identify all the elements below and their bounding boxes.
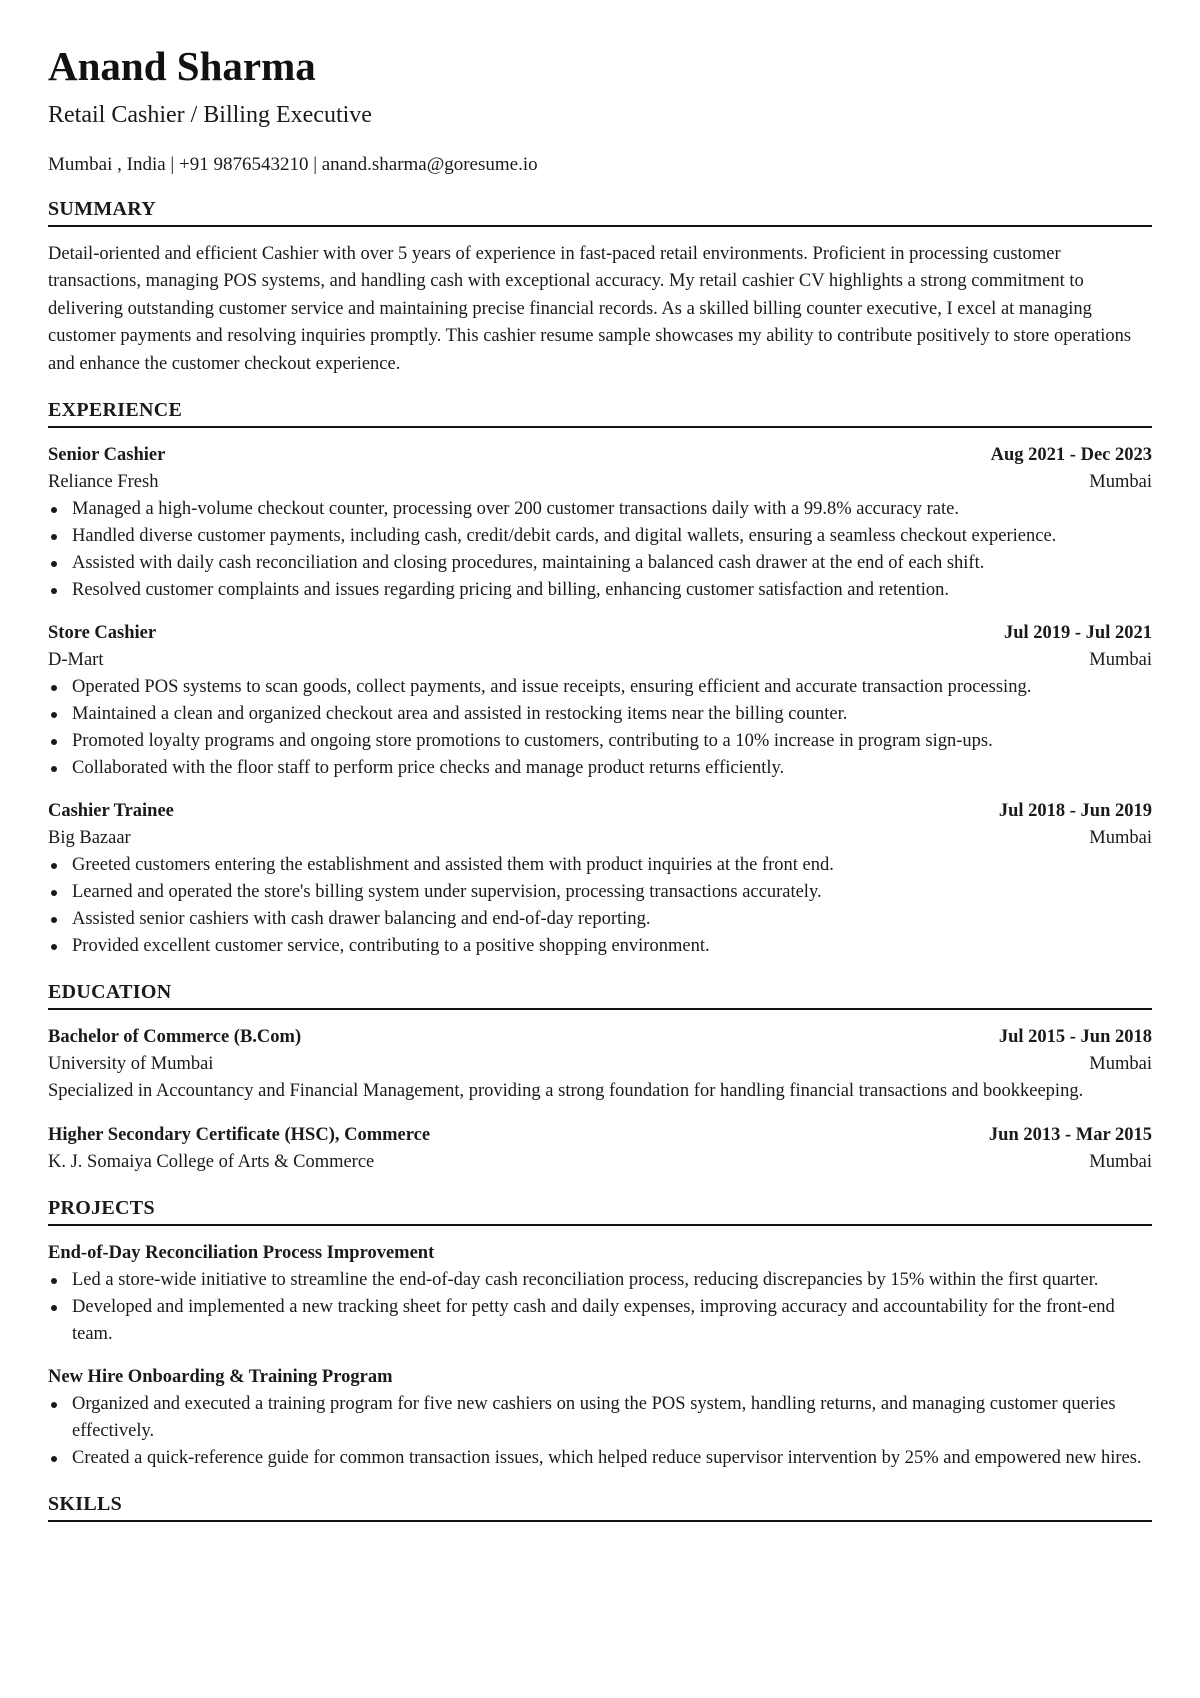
job-bullet: Collaborated with the floor staff to perform price checks and manage product returns efficiently. <box>48 755 1152 782</box>
education-degree: Higher Secondary Certificate (HSC), Commerce <box>48 1124 431 1145</box>
experience-heading: EXPERIENCE <box>48 399 1152 428</box>
contact-line: Mumbai , India | +91 9876543210 | anand.sharma@goresume.io <box>48 153 538 175</box>
job-bullets <box>48 496 1152 604</box>
education-description: Specialized in Accountancy and Financial Management, providing a strong foundation for handling financial transactions and bookkeeping. <box>48 1081 1084 1102</box>
summary-heading: SUMMARY <box>48 198 1152 227</box>
job-bullet: Managed a high-volume checkout counter, processing over 200 customer transactions daily with a 99.8% accuracy rate. <box>48 496 1152 523</box>
job-bullet: Assisted senior cashiers with cash drawer balancing and end-of-day reporting. <box>48 906 1152 933</box>
job-location: Mumbai <box>1089 472 1152 493</box>
job-role: Store Cashier <box>48 623 157 644</box>
job-dates: Jul 2018 - Jun 2019 <box>998 801 1152 822</box>
job-entry <box>48 798 1152 960</box>
education-school: University of Mumbai <box>48 1054 214 1075</box>
education-location: Mumbai <box>1089 1054 1152 1075</box>
project-title: End-of-Day Reconciliation Process Improvement <box>48 1242 435 1263</box>
experience-section <box>48 399 1152 960</box>
job-bullet: Resolved customer complaints and issues regarding pricing and billing, enhancing customer satisfaction and retention. <box>48 577 1152 604</box>
job-dates: Aug 2021 - Dec 2023 <box>990 445 1152 466</box>
project-bullet: Created a quick-reference guide for common transaction issues, which helped reduce supervisor intervention by 25% and empowered new hires. <box>48 1445 1152 1472</box>
project-bullet: Developed and implemented a new tracking sheet for petty cash and daily expenses, improving accuracy and accountability for the front-end team. <box>48 1294 1152 1348</box>
education-dates: Jul 2015 - Jun 2018 <box>998 1027 1152 1048</box>
candidate-headline: Retail Cashier / Billing Executive <box>48 102 372 129</box>
projects-section <box>48 1197 1152 1472</box>
project-title: New Hire Onboarding & Training Program <box>48 1366 393 1387</box>
job-bullet: Provided excellent customer service, contributing to a positive shopping environment. <box>48 933 1152 960</box>
summary-section <box>48 198 1152 379</box>
job-bullet: Operated POS systems to scan goods, collect payments, and issue receipts, ensuring efficient and accurate transaction processing. <box>48 674 1152 701</box>
job-company: D-Mart <box>48 650 104 671</box>
projects-heading: PROJECTS <box>48 1197 1152 1226</box>
education-heading: EDUCATION <box>48 981 1152 1010</box>
project-bullets <box>48 1267 1152 1348</box>
education-degree: Bachelor of Commerce (B.Com) <box>48 1027 302 1048</box>
job-entry <box>48 442 1152 604</box>
job-bullets <box>48 852 1152 960</box>
candidate-name: Anand Sharma <box>48 43 316 89</box>
project-bullet: Organized and executed a training program for five new cashiers on using the POS system, handling returns, and managing customer queries effectively. <box>48 1391 1152 1445</box>
education-dates: Jun 2013 - Mar 2015 <box>988 1124 1152 1145</box>
job-bullets <box>48 674 1152 782</box>
job-dates: Jul 2019 - Jul 2021 <box>1003 623 1152 644</box>
job-company: Big Bazaar <box>48 828 131 849</box>
project-bullet: Led a store-wide initiative to streamline the end-of-day cash reconciliation process, reducing discrepancies by 15% within the first quarter. <box>48 1267 1152 1294</box>
education-entry <box>48 1024 1152 1106</box>
education-location: Mumbai <box>1089 1151 1152 1172</box>
education-entry <box>48 1122 1152 1176</box>
job-bullet: Promoted loyalty programs and ongoing store promotions to customers, contributing to a 10% increase in program sign-ups. <box>48 728 1152 755</box>
job-bullet: Maintained a clean and organized checkout area and assisted in restocking items near the billing counter. <box>48 701 1152 728</box>
job-role: Cashier Trainee <box>48 801 174 822</box>
skills-heading: SKILLS <box>48 1493 1152 1522</box>
job-bullet: Greeted customers entering the establishment and assisted them with product inquiries at the front end. <box>48 852 1152 879</box>
job-company: Reliance Fresh <box>48 472 159 493</box>
job-role: Senior Cashier <box>48 445 166 466</box>
project-bullets <box>48 1391 1152 1472</box>
job-bullet: Assisted with daily cash reconciliation and closing procedures, maintaining a balanced cash drawer at the end of each shift. <box>48 550 1152 577</box>
job-bullet: Handled diverse customer payments, including cash, credit/debit cards, and digital wallets, ensuring a seamless checkout experience. <box>48 523 1152 550</box>
job-location: Mumbai <box>1089 828 1152 849</box>
summary-text: Detail-oriented and efficient Cashier with over 5 years of experience in fast-paced retail environments. Proficient in processing customer transactions, managing POS systems, and handling cash with exceptional accuracy. My retail cashier CV highlights a strong commitment to delivering outstanding customer service and maintaining precise financial records. As a skilled billing counter executive, I excel at managing customer payments and resolving inquiries promptly. This cashier resume sample showcases my ability to contribute positively to store operations and enhance the customer checkout experience. <box>48 243 1132 374</box>
job-location: Mumbai <box>1089 650 1152 671</box>
education-section <box>48 981 1152 1176</box>
project-entry <box>48 1240 1152 1348</box>
education-school: K. J. Somaiya College of Arts & Commerce <box>48 1151 375 1172</box>
skills-section <box>48 1493 1152 1522</box>
job-bullet: Learned and operated the store's billing system under supervision, processing transactions accurately. <box>48 879 1152 906</box>
job-entry <box>48 620 1152 782</box>
project-entry <box>48 1364 1152 1472</box>
